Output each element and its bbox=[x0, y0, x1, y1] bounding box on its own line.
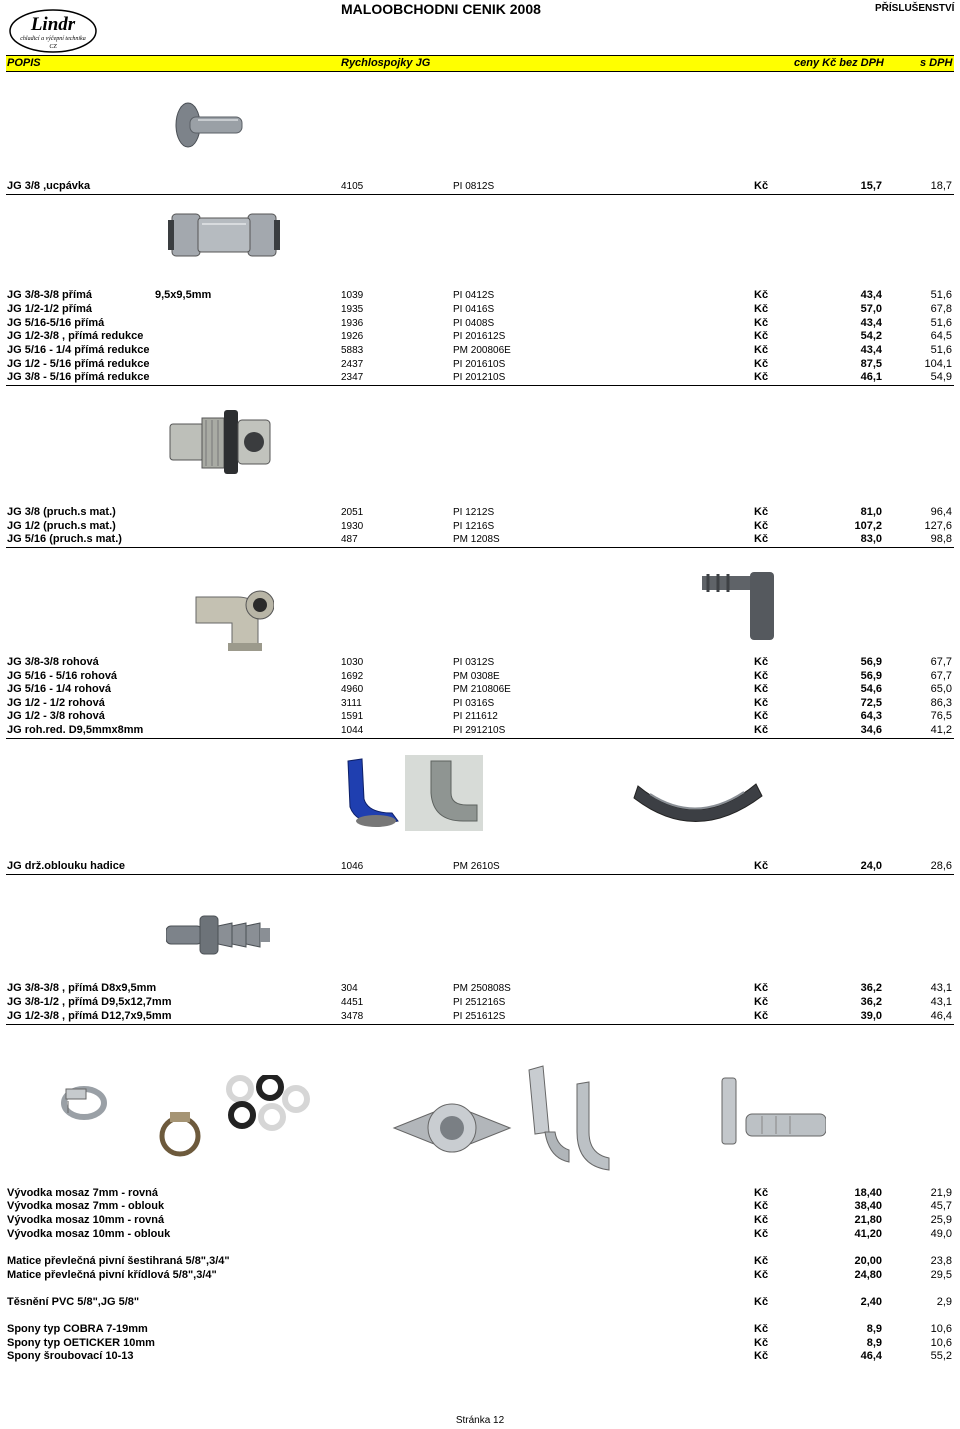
item-currency: Kč bbox=[754, 1200, 769, 1212]
table-row bbox=[6, 289, 954, 303]
accessory-row bbox=[6, 1296, 954, 1310]
item-price-vat: 10,6 bbox=[930, 1337, 952, 1349]
item-code: 4960 bbox=[341, 684, 364, 695]
item-price: 64,3 bbox=[860, 710, 882, 722]
item-price-vat: 127,6 bbox=[924, 520, 952, 532]
item-name: JG roh.red. D9,5mmx8mm bbox=[7, 724, 144, 736]
oeticker-clamp-icon bbox=[152, 1110, 208, 1158]
item-code: 2437 bbox=[341, 359, 364, 370]
item-price-vat: 67,8 bbox=[930, 303, 952, 315]
item-price-vat: 45,7 bbox=[930, 1200, 952, 1212]
item-price-vat: 51,6 bbox=[930, 289, 952, 301]
item-price: 56,9 bbox=[860, 656, 882, 668]
hose-barb-connector-icon bbox=[166, 910, 272, 960]
item-price: 36,2 bbox=[860, 996, 882, 1008]
item-name: JG 3/8 (pruch.s mat.) bbox=[7, 506, 116, 518]
item-price: 34,6 bbox=[860, 724, 882, 736]
item-currency: Kč bbox=[754, 1228, 769, 1240]
item-price: 56,9 bbox=[860, 670, 882, 682]
item-price: 8,9 bbox=[866, 1337, 882, 1349]
item-price-vat: 96,4 bbox=[930, 506, 952, 518]
item-price-vat: 51,6 bbox=[930, 344, 952, 356]
item-price-vat: 86,3 bbox=[930, 697, 952, 709]
elbow-connector-icon bbox=[188, 583, 274, 653]
item-article: PI 201210S bbox=[453, 372, 506, 383]
item-name: JG 1/2-3/8 , přímá redukce bbox=[7, 330, 144, 342]
item-price: 38,40 bbox=[854, 1200, 882, 1212]
item-price: 21,80 bbox=[854, 1214, 882, 1226]
item-name: JG 3/8-3/8 rohová bbox=[7, 656, 99, 668]
item-price: 43,4 bbox=[860, 344, 882, 356]
item-code: 1930 bbox=[341, 521, 364, 532]
item-article: PI 1216S bbox=[453, 521, 495, 532]
accessory-row bbox=[6, 1228, 954, 1242]
item-currency: Kč bbox=[754, 1337, 769, 1349]
wing-nut-icon bbox=[390, 1098, 514, 1160]
column-description: POPIS bbox=[7, 57, 41, 69]
item-code: 4451 bbox=[341, 997, 364, 1008]
item-price-vat: 43,1 bbox=[930, 982, 952, 994]
item-price-vat: 41,2 bbox=[930, 724, 952, 736]
item-name: JG 5/16 - 1/4 přímá redukce bbox=[7, 344, 150, 356]
item-article: PI 1212S bbox=[453, 507, 495, 518]
table-row bbox=[6, 996, 954, 1010]
item-name: JG 3/8-3/8 , přímá D8x9,5mm bbox=[7, 982, 157, 994]
brass-bend-outlet-icon bbox=[525, 1062, 615, 1172]
item-price-vat: 43,1 bbox=[930, 996, 952, 1008]
item-name: Vývodka mosaz 10mm - rovná bbox=[7, 1214, 165, 1226]
item-currency: Kč bbox=[754, 996, 769, 1008]
item-currency: Kč bbox=[754, 1187, 769, 1199]
item-name: JG 3/8-1/2 , přímá D9,5x12,7mm bbox=[7, 996, 172, 1008]
item-article: PI 0312S bbox=[453, 657, 495, 668]
straight-union-icon bbox=[168, 210, 280, 260]
item-price-vat: 10,6 bbox=[930, 1323, 952, 1335]
item-price: 57,0 bbox=[860, 303, 882, 315]
item-code: 1591 bbox=[341, 711, 364, 722]
item-price: 2,40 bbox=[860, 1296, 882, 1308]
item-currency: Kč bbox=[754, 344, 769, 356]
item-name: Matice převlečná pivní šestihraná 5/8",3/4" bbox=[7, 1255, 230, 1267]
item-currency: Kč bbox=[754, 1269, 769, 1281]
table-row bbox=[6, 180, 954, 195]
item-name: Spony typ COBRA 7-19mm bbox=[7, 1323, 148, 1335]
accessory-row bbox=[6, 1214, 954, 1228]
item-name: JG drž.oblouku hadice bbox=[7, 860, 125, 872]
item-code: 2347 bbox=[341, 372, 364, 383]
item-price-vat: 28,6 bbox=[930, 860, 952, 872]
item-name: JG 3/8 - 5/16 přímá redukce bbox=[7, 371, 150, 383]
item-currency: Kč bbox=[754, 520, 769, 532]
item-currency: Kč bbox=[754, 533, 769, 545]
item-code: 3111 bbox=[341, 698, 362, 709]
item-price: 18,40 bbox=[854, 1187, 882, 1199]
item-name: Těsnění PVC 5/8",JG 5/8" bbox=[7, 1296, 140, 1308]
category-label: PŘÍSLUŠENSTVÍ bbox=[875, 3, 955, 14]
item-price-vat: 98,8 bbox=[930, 533, 952, 545]
item-price: 20,00 bbox=[854, 1255, 882, 1267]
accessory-row bbox=[6, 1323, 954, 1337]
item-price: 46,1 bbox=[860, 371, 882, 383]
item-article: PI 291210S bbox=[453, 725, 506, 736]
item-price-vat: 54,9 bbox=[930, 371, 952, 383]
column-group: Rychlospojky JG bbox=[341, 57, 431, 69]
item-name: JG 1/2 - 5/16 přímá redukce bbox=[7, 358, 150, 370]
item-price-vat: 76,5 bbox=[930, 710, 952, 722]
table-row bbox=[6, 683, 954, 697]
accessory-row bbox=[6, 1187, 954, 1201]
table-row bbox=[6, 656, 954, 670]
item-code: 1926 bbox=[341, 331, 364, 342]
item-code: 2051 bbox=[341, 507, 364, 518]
item-name: JG 1/2 (pruch.s mat.) bbox=[7, 520, 116, 532]
item-currency: Kč bbox=[754, 289, 769, 301]
item-currency: Kč bbox=[754, 317, 769, 329]
item-currency: Kč bbox=[754, 710, 769, 722]
item-name: Vývodka mosaz 7mm - oblouk bbox=[7, 1200, 165, 1212]
item-name: JG 5/16 - 5/16 rohová bbox=[7, 670, 118, 682]
item-article: PM 1208S bbox=[453, 534, 500, 545]
item-code: 1030 bbox=[341, 657, 364, 668]
item-dimension: 9,5x9,5mm bbox=[155, 289, 212, 301]
table-row bbox=[6, 344, 954, 358]
item-price-vat: 55,2 bbox=[930, 1350, 952, 1362]
item-name: Spony šroubovací 10-13 bbox=[7, 1350, 134, 1362]
item-article: PM 250808S bbox=[453, 983, 511, 994]
bend-holder-grey-icon bbox=[405, 755, 483, 831]
item-currency: Kč bbox=[754, 724, 769, 736]
plug-icon bbox=[172, 99, 244, 155]
item-currency: Kč bbox=[754, 860, 769, 872]
logo-subtitle: chladicí a výčepní technika bbox=[20, 36, 86, 42]
item-article: PI 0412S bbox=[453, 290, 495, 301]
item-price: 8,9 bbox=[866, 1323, 882, 1335]
item-price-vat: 104,1 bbox=[924, 358, 952, 370]
item-price: 43,4 bbox=[860, 289, 882, 301]
item-price: 36,2 bbox=[860, 982, 882, 994]
table-row bbox=[6, 520, 954, 534]
item-currency: Kč bbox=[754, 683, 769, 695]
item-price: 24,0 bbox=[860, 860, 882, 872]
item-name: JG 5/16-5/16 přímá bbox=[7, 317, 105, 329]
table-row bbox=[6, 506, 954, 520]
page-title: MALOOBCHODNI CENIK 2008 bbox=[341, 1, 541, 17]
page-number: Stránka 12 bbox=[455, 1415, 505, 1426]
item-price: 43,4 bbox=[860, 317, 882, 329]
item-price-vat: 67,7 bbox=[930, 656, 952, 668]
accessory-row bbox=[6, 1269, 954, 1283]
brass-straight-outlet-icon bbox=[716, 1074, 826, 1152]
item-name: Vývodka mosaz 7mm - rovná bbox=[7, 1187, 159, 1199]
item-currency: Kč bbox=[754, 180, 769, 192]
item-article: PI 0812S bbox=[453, 181, 495, 192]
table-row bbox=[6, 317, 954, 331]
item-code: 3478 bbox=[341, 1011, 364, 1022]
column-price-vat: s DPH bbox=[920, 57, 953, 69]
item-code: 5883 bbox=[341, 345, 364, 356]
item-price: 46,4 bbox=[860, 1350, 882, 1362]
item-currency: Kč bbox=[754, 1323, 769, 1335]
table-row bbox=[6, 533, 954, 548]
item-price-vat: 65,0 bbox=[930, 683, 952, 695]
item-price: 41,20 bbox=[854, 1228, 882, 1240]
item-name: JG 5/16 (pruch.s mat.) bbox=[7, 533, 122, 545]
item-article: PI 211612 bbox=[453, 711, 498, 722]
item-price-vat: 18,7 bbox=[930, 180, 952, 192]
item-currency: Kč bbox=[754, 1255, 769, 1267]
item-code: 1039 bbox=[341, 290, 364, 301]
table-row bbox=[6, 982, 954, 996]
item-currency: Kč bbox=[754, 506, 769, 518]
accessory-row bbox=[6, 1255, 954, 1269]
item-price-vat: 23,8 bbox=[930, 1255, 952, 1267]
item-price-vat: 46,4 bbox=[930, 1010, 952, 1022]
item-name: JG 1/2 - 3/8 rohová bbox=[7, 710, 105, 722]
item-article: PM 210806E bbox=[453, 684, 511, 695]
bend-holder-blue-icon bbox=[338, 755, 404, 831]
item-article: PM 0308E bbox=[453, 671, 500, 682]
item-price-vat: 64,5 bbox=[930, 330, 952, 342]
item-currency: Kč bbox=[754, 982, 769, 994]
item-currency: Kč bbox=[754, 358, 769, 370]
table-row bbox=[6, 303, 954, 317]
gasket-rings-icon bbox=[222, 1075, 310, 1131]
item-name: Vývodka mosaz 10mm - oblouk bbox=[7, 1228, 171, 1240]
item-price: 54,2 bbox=[860, 330, 882, 342]
item-code: 1935 bbox=[341, 304, 364, 315]
accessory-row bbox=[6, 1350, 954, 1364]
item-code: 304 bbox=[341, 983, 358, 994]
item-code: 4105 bbox=[341, 181, 364, 192]
item-price-vat: 25,9 bbox=[930, 1214, 952, 1226]
item-currency: Kč bbox=[754, 1350, 769, 1362]
barbed-elbow-icon bbox=[700, 570, 780, 642]
accessory-row bbox=[6, 1337, 954, 1351]
item-currency: Kč bbox=[754, 1010, 769, 1022]
column-price-no-vat: ceny Kč bez DPH bbox=[794, 57, 884, 69]
item-article: PI 0416S bbox=[453, 304, 495, 315]
item-currency: Kč bbox=[754, 330, 769, 342]
item-price: 15,7 bbox=[860, 180, 882, 192]
table-row bbox=[6, 724, 954, 739]
bend-holder-dark-icon bbox=[632, 772, 764, 832]
item-code: 487 bbox=[341, 534, 358, 545]
item-price: 87,5 bbox=[860, 358, 882, 370]
item-code: 1044 bbox=[341, 725, 364, 736]
table-row bbox=[6, 860, 954, 875]
item-name: JG 1/2-3/8 , přímá D12,7x9,5mm bbox=[7, 1010, 172, 1022]
item-currency: Kč bbox=[754, 1214, 769, 1226]
item-name: JG 3/8 ,ucpávka bbox=[7, 180, 91, 192]
item-name: Matice převlečná pivní křídlová 5/8",3/4" bbox=[7, 1269, 217, 1281]
logo-text: Lindr bbox=[30, 14, 76, 35]
item-article: PM 200806E bbox=[453, 345, 511, 356]
item-price: 72,5 bbox=[860, 697, 882, 709]
item-price: 39,0 bbox=[860, 1010, 882, 1022]
table-row bbox=[6, 330, 954, 344]
logo-country: CZ bbox=[49, 44, 57, 50]
item-article: PI 201610S bbox=[453, 359, 506, 370]
item-currency: Kč bbox=[754, 670, 769, 682]
table-row bbox=[6, 697, 954, 711]
table-row bbox=[6, 371, 954, 386]
item-code: 1936 bbox=[341, 318, 364, 329]
item-price-vat: 29,5 bbox=[930, 1269, 952, 1281]
item-price: 83,0 bbox=[860, 533, 882, 545]
hose-clamp-icon bbox=[56, 1083, 112, 1123]
item-price: 107,2 bbox=[854, 520, 882, 532]
company-logo bbox=[8, 8, 98, 54]
item-article: PI 0408S bbox=[453, 318, 495, 329]
item-price-vat: 49,0 bbox=[930, 1228, 952, 1240]
item-name: JG 3/8-3/8 přímá bbox=[7, 289, 92, 301]
item-name: JG 1/2-1/2 přímá bbox=[7, 303, 92, 315]
item-article: PI 201612S bbox=[453, 331, 506, 342]
item-code: 1692 bbox=[341, 671, 364, 682]
item-price: 24,80 bbox=[854, 1269, 882, 1281]
item-article: PI 251216S bbox=[453, 997, 506, 1008]
item-name: Spony typ OETICKER 10mm bbox=[7, 1337, 155, 1349]
item-currency: Kč bbox=[754, 1296, 769, 1308]
item-currency: Kč bbox=[754, 303, 769, 315]
item-currency: Kč bbox=[754, 656, 769, 668]
item-currency: Kč bbox=[754, 697, 769, 709]
item-name: JG 5/16 - 1/4 rohová bbox=[7, 683, 111, 695]
table-row bbox=[6, 1010, 954, 1025]
bulkhead-connector-icon bbox=[166, 406, 274, 478]
column-header-bar bbox=[6, 55, 954, 72]
item-code: 1046 bbox=[341, 861, 364, 872]
item-name: JG 1/2 - 1/2 rohová bbox=[7, 697, 105, 709]
item-price: 81,0 bbox=[860, 506, 882, 518]
item-article: PI 251612S bbox=[453, 1011, 506, 1022]
item-price-vat: 67,7 bbox=[930, 670, 952, 682]
item-price-vat: 51,6 bbox=[930, 317, 952, 329]
item-currency: Kč bbox=[754, 371, 769, 383]
accessory-row bbox=[6, 1200, 954, 1214]
table-row bbox=[6, 358, 954, 372]
table-row bbox=[6, 670, 954, 684]
table-row bbox=[6, 710, 954, 724]
item-article: PM 2610S bbox=[453, 861, 500, 872]
item-price-vat: 21,9 bbox=[930, 1187, 952, 1199]
item-price: 54,6 bbox=[860, 683, 882, 695]
item-price-vat: 2,9 bbox=[936, 1296, 952, 1308]
item-article: PI 0316S bbox=[453, 698, 495, 709]
